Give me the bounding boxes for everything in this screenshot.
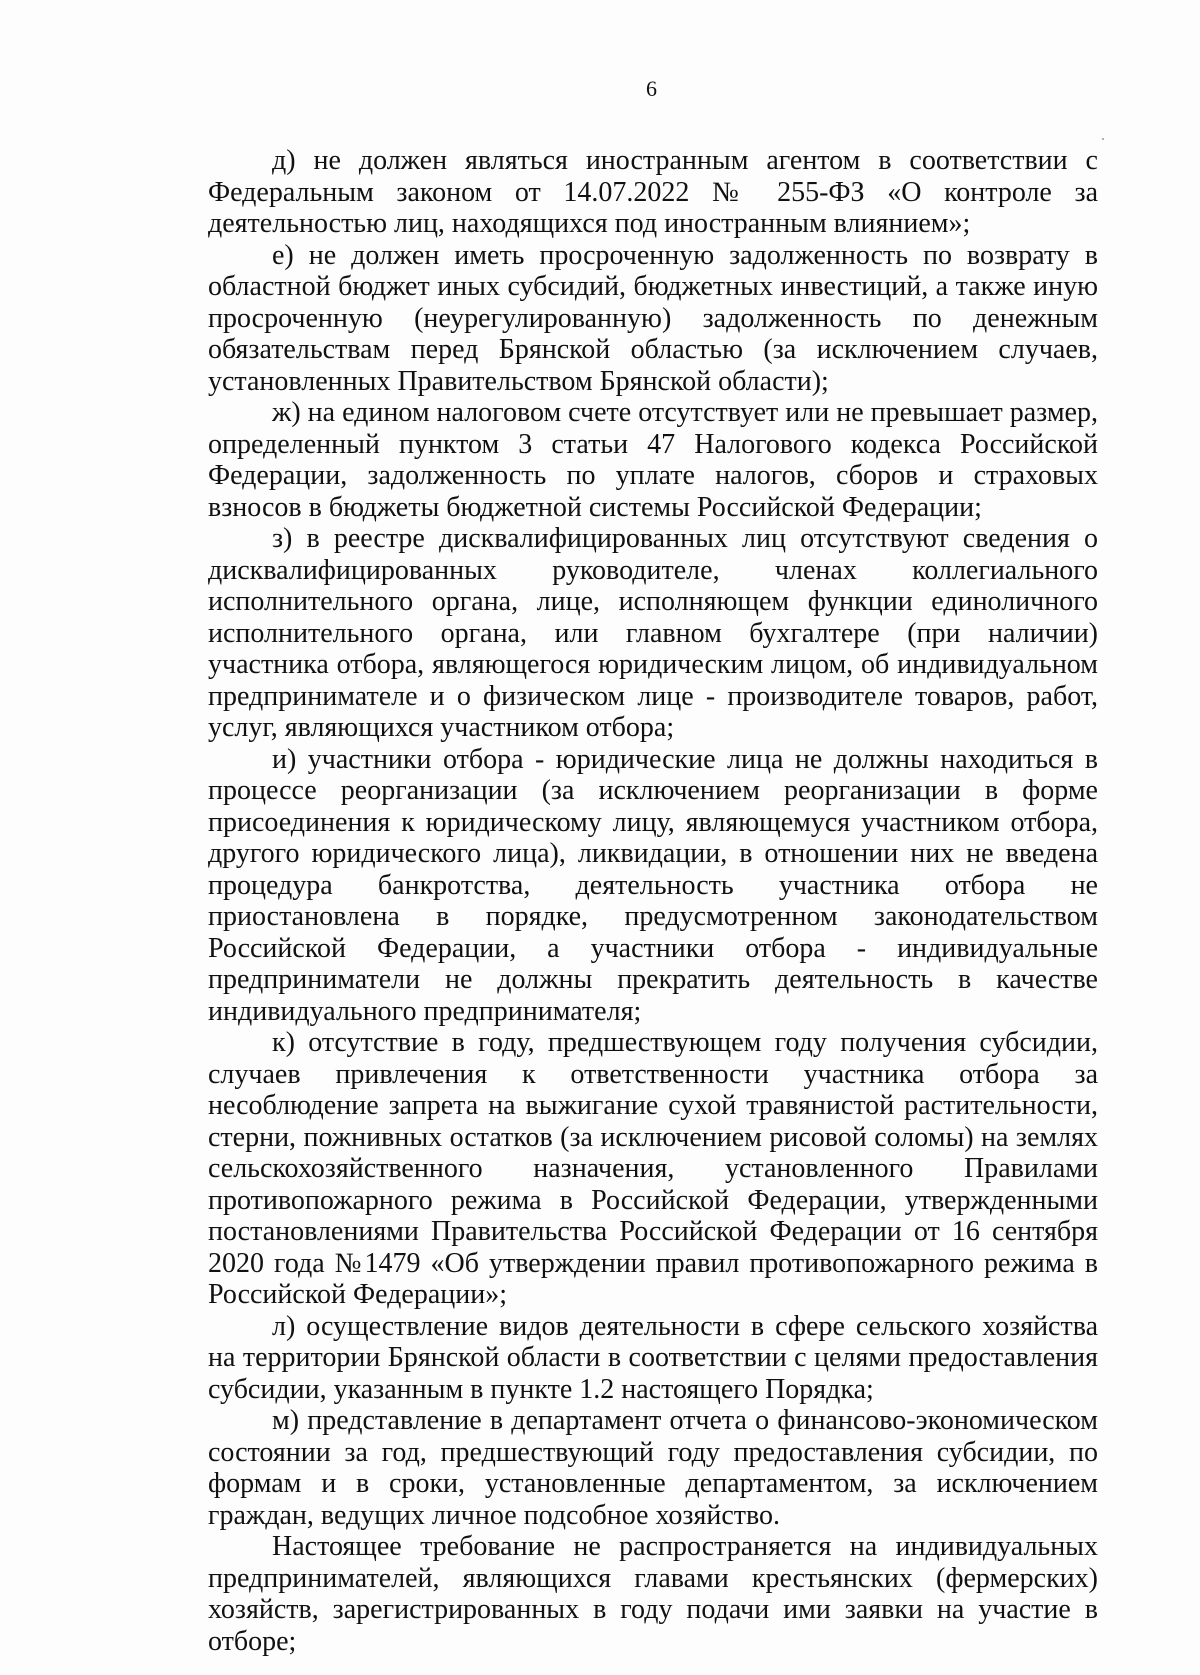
document-body (208, 145, 1098, 1657)
paragraph-l: л) осуществление видов деятельности в сфере сельского хозяйства на территории Брянской области в соответствии с целями предоставления субсидии, указанным в пункте 1.2 настоящего Порядка; (208, 1310, 1098, 1405)
page-number: 6 (646, 76, 657, 101)
paragraph-m: м) представление в департамент отчета о финансово-экономическом состоянии за год, предшествующий году предоставления субсидии, по формам и в сроки, установленные департаментом, за исключением граждан, ведущих личное подсобное хозяйство. (208, 1405, 1098, 1531)
paragraph-z: з) в реестре дисквалифицированных лиц отсутствуют сведения о дисквалифицированных руководителе, членах коллегиального исполнительного органа, лице, исполняющем функции единоличного исполнительного органа, или главном бухгалтере (при наличии) участника отбора, являющегося юридическим лицом, об индивидуальном предпринимателе и о физическом лице - производителе товаров, работ, услуг, являющихся участником отбора; (208, 523, 1098, 743)
paragraph-zh: ж) на едином налоговом счете отсутствует или не превышает размер, определенный пунктом 3 статьи 47 Налогового кодекса Российской Федерации, задолженность по уплате налогов, сборов и страховых взносов в бюджеты бюджетной системы Российской Федерации; (208, 397, 1098, 523)
paragraph-e: е) не должен иметь просроченную задолженность по возврату в областной бюджет иных субсидий, бюджетных инвестиций, а также иную просроченную (неурегулированную) задолженность по денежным обязательствам перед Брянской областью (за исключением случаев, установленных Правительством Брянской области); (208, 239, 1098, 397)
paragraph-note: Настоящее требование не распространяется на индивидуальных предпринимателей, являющихся главами крестьянских (фермерских) хозяйств, зарегистрированных в году подачи ими заявки на участие в отборе; (208, 1531, 1098, 1657)
scan-speck (1102, 138, 1104, 140)
paragraph-i: и) участники отбора - юридические лица не должны находиться в процессе реорганизации (за исключением реорганизации в форме присоединения к юридическому лицу, являющемуся участником отбора, другого юридического лица), ликвидации, в отношении них не введена процедура банкротства, деятельность участника отбора не приостановлена в порядке, предусмотренном законодательством Российской Федерации, а участники отбора - индивидуальные предприниматели не должны прекратить деятельность в качестве индивидуального предпринимателя; (208, 743, 1098, 1027)
paragraph-k: к) отсутствие в году, предшествующем году получения субсидии, случаев привлечения к ответственности участника отбора за несоблюдение запрета на выжигание сухой травянистой растительности, стерни, пожнивных остатков (за исключением рисовой соломы) на землях сельскохозяйственного назначения, установленного Правилами противопожарного режима в Российской Федерации, утвержденными постановлениями Правительства Российской Федерации от 16 сентября 2020 года №1479 «Об утверждении правил противопожарного режима в Российской Федерации»; (208, 1027, 1098, 1310)
paragraph-d: д) не должен являться иностранным агентом в соответствии с Федеральным законом от 14.07.2022 № 255-ФЗ «О контроле за деятельностью лиц, находящихся под иностранным влиянием»; (208, 145, 1098, 239)
